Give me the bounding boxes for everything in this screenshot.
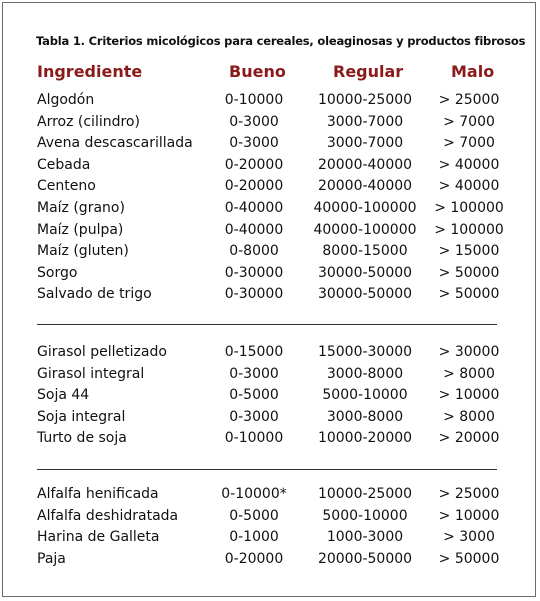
regular-cell: 20000-40000 <box>317 156 413 173</box>
malo-cell: > 25000 <box>438 486 500 502</box>
malo-cell: > 100000 <box>434 199 504 216</box>
bueno-cell: 0-30000 <box>224 286 284 303</box>
table-row <box>0 409 540 431</box>
malo-cell: > 3000 <box>443 529 495 546</box>
regular-cell: 40000-100000 <box>313 199 417 216</box>
malo-cell: > 15000 <box>438 243 500 260</box>
divider <box>37 324 497 325</box>
regular-cell: 20000-40000 <box>317 178 413 195</box>
regular-cell: 10000-20000 <box>317 430 413 447</box>
regular-cell: 3000-7000 <box>326 135 404 152</box>
ingredient-cell: Alfalfa henificada <box>37 486 159 502</box>
malo-cell: > 8000 <box>443 365 495 382</box>
ingredient-cell: Girasol pelletizado <box>37 344 167 360</box>
regular-cell: 5000-10000 <box>322 507 408 524</box>
malo-cell: > 50000 <box>438 550 500 567</box>
header-regular: Regular <box>333 62 404 81</box>
ingredient-cell: Girasol integral <box>37 365 145 382</box>
table-row <box>0 243 540 265</box>
table-row <box>0 178 540 200</box>
malo-cell: > 7000 <box>443 135 495 152</box>
ingredient-cell: Alfalfa deshidratada <box>37 507 179 524</box>
bueno-cell: 0-30000 <box>224 264 284 281</box>
ingredient-cell: Maíz (gluten) <box>37 243 129 260</box>
header-ingrediente: Ingrediente <box>37 62 143 81</box>
ingredient-cell: Paja <box>37 550 66 567</box>
ingredient-cell: Turto de soja <box>37 430 127 447</box>
bueno-cell: 0-5000 <box>229 387 279 404</box>
table-row <box>0 551 540 573</box>
bueno-cell: 0-40000 <box>224 199 284 216</box>
regular-cell: 40000-100000 <box>313 221 417 238</box>
bueno-cell: 0-10000 <box>224 430 284 447</box>
table-row <box>0 430 540 452</box>
table-row <box>0 366 540 388</box>
ingredient-cell: Maíz (pulpa) <box>37 221 124 238</box>
regular-cell: 10000-25000 <box>317 92 413 108</box>
table-row <box>0 135 540 157</box>
table-row <box>0 286 540 308</box>
malo-cell: > 100000 <box>434 221 504 238</box>
table-title: Tabla 1. Criterios micológicos para cereales, oleaginosas y productos fibrosos <box>36 34 526 48</box>
regular-cell: 3000-8000 <box>326 365 404 382</box>
group-oleaginosas <box>0 344 540 452</box>
malo-cell: > 40000 <box>438 156 500 173</box>
malo-cell: > 8000 <box>443 408 495 425</box>
ingredient-cell: Harina de Galleta <box>37 529 160 546</box>
table-row <box>0 157 540 179</box>
malo-cell: > 30000 <box>438 344 500 360</box>
ingredient-cell: Sorgo <box>37 264 78 281</box>
regular-cell: 3000-7000 <box>326 113 404 130</box>
regular-cell: 30000-50000 <box>317 264 413 281</box>
ingredient-cell: Algodón <box>37 92 95 108</box>
bueno-cell: 0-8000 <box>229 243 279 260</box>
regular-cell: 20000-50000 <box>317 550 413 567</box>
table-row <box>0 529 540 551</box>
ingredient-cell: Cebada <box>37 156 91 173</box>
table-row <box>0 114 540 136</box>
bueno-cell: 0-3000 <box>229 408 279 425</box>
ingredient-cell: Soja 44 <box>37 387 90 404</box>
table-row <box>0 344 540 366</box>
table-row <box>0 265 540 287</box>
table-row <box>0 92 540 114</box>
ingredient-cell: Maíz (grano) <box>37 199 125 216</box>
ingredient-cell: Avena descascarillada <box>37 135 193 152</box>
ingredient-cell: Centeno <box>37 178 96 195</box>
ingredient-cell: Arroz (cilindro) <box>37 113 140 130</box>
table-row <box>0 486 540 508</box>
table-row <box>0 222 540 244</box>
bueno-cell: 0-40000 <box>224 221 284 238</box>
malo-cell: > 50000 <box>438 286 500 303</box>
table-row <box>0 508 540 530</box>
table-row <box>0 387 540 409</box>
table-row <box>0 200 540 222</box>
ingredient-cell: Salvado de trigo <box>37 286 152 303</box>
ingredient-cell: Soja integral <box>37 408 126 425</box>
bueno-cell: 0-10000* <box>221 486 287 502</box>
bueno-cell: 0-20000 <box>224 156 284 173</box>
regular-cell: 30000-50000 <box>317 286 413 303</box>
bueno-cell: 0-3000 <box>229 135 279 152</box>
malo-cell: > 10000 <box>438 507 500 524</box>
bueno-cell: 0-20000 <box>224 550 284 567</box>
divider <box>37 469 497 470</box>
regular-cell: 5000-10000 <box>322 387 408 404</box>
group-fibrosos <box>0 486 540 572</box>
group-cereales <box>0 92 540 308</box>
malo-cell: > 10000 <box>438 387 500 404</box>
malo-cell: > 40000 <box>438 178 500 195</box>
bueno-cell: 0-1000 <box>229 529 279 546</box>
bueno-cell: 0-20000 <box>224 178 284 195</box>
malo-cell: > 25000 <box>438 92 500 108</box>
bueno-cell: 0-15000 <box>224 344 284 360</box>
bueno-cell: 0-3000 <box>229 113 279 130</box>
malo-cell: > 7000 <box>443 113 495 130</box>
regular-cell: 1000-3000 <box>326 529 404 546</box>
regular-cell: 3000-8000 <box>326 408 404 425</box>
bueno-cell: 0-3000 <box>229 365 279 382</box>
malo-cell: > 20000 <box>438 430 500 447</box>
regular-cell: 8000-15000 <box>322 243 408 260</box>
header-bueno: Bueno <box>229 62 286 81</box>
bueno-cell: 0-5000 <box>229 507 279 524</box>
header-malo: Malo <box>451 62 495 81</box>
malo-cell: > 50000 <box>438 264 500 281</box>
regular-cell: 10000-25000 <box>317 486 413 502</box>
bueno-cell: 0-10000 <box>224 92 284 108</box>
regular-cell: 15000-30000 <box>317 344 413 360</box>
